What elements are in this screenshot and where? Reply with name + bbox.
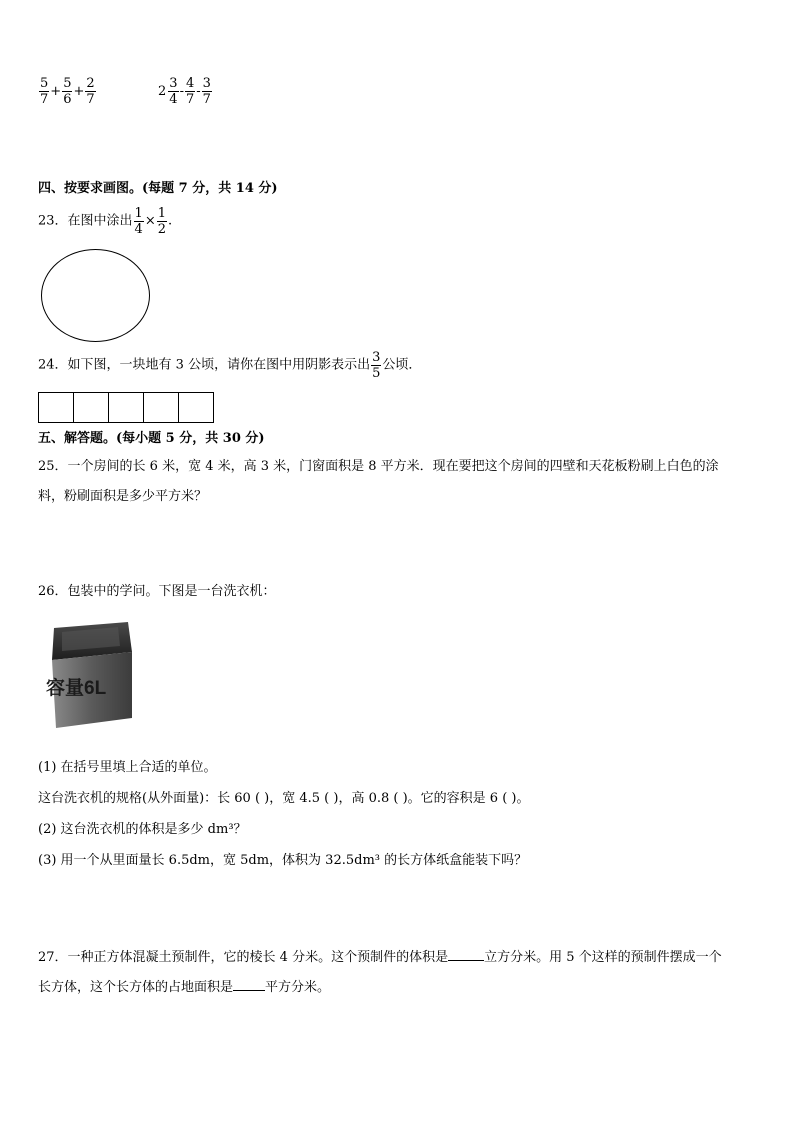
fraction: $\frac{3}{5}$ — [372, 350, 381, 381]
circle-figure — [41, 249, 150, 342]
grid-cell — [179, 392, 214, 423]
grid-cell — [144, 392, 179, 423]
fraction: $\frac{2}{7}$ — [86, 76, 95, 107]
question-26-sub-1: (1) 在括号里填上合适的单位。 — [38, 760, 217, 775]
fraction: $\frac{1}{4}$ — [134, 206, 143, 237]
expression-1: $\frac{5}{7}$ + $\frac{5}{6}$ + $\frac{2}{7}$ — [40, 76, 95, 107]
fraction: $\frac{1}{2}$ — [157, 206, 167, 237]
question-27-line-1: 27．一种正方体混凝土预制件，它的棱长 4 分米。这个预制件的体积是 立方分米。用 5 个这样的预制件摆成一个 — [38, 946, 722, 967]
washer-capacity-label: 容量6L — [46, 678, 107, 699]
question-26-sub-2: (2) 这台洗衣机的体积是多少 dm³？ — [38, 822, 247, 837]
question-23: 23．在图中涂出 $\frac{1}{4}$ × $\frac{1}{2}$ . — [38, 206, 173, 237]
fraction: $\frac{3}{4}$ — [169, 76, 178, 107]
washing-machine-image — [40, 618, 136, 730]
expression-2: 2 $\frac{3}{4}$ - $\frac{4}{7}$ - $\frac{3}{7}$ — [158, 76, 211, 107]
section-5-title: 五、解答题。(每小题 5 分，共 30 分) — [38, 431, 265, 446]
question-26-intro: 26．包装中的学问。下图是一台洗衣机： — [38, 584, 276, 599]
fraction: $\frac{3}{7}$ — [202, 76, 211, 107]
question-27-line-2: 长方体，这个长方体的占地面积是 平方分米。 — [38, 976, 330, 997]
grid-cell — [38, 392, 74, 423]
land-grid — [38, 392, 214, 423]
grid-cell — [109, 392, 144, 423]
question-26-spec: 这台洗衣机的规格(从外面量)：长 60 ( )，宽 4.5 ( )，高 0.8 ( )。它的容积是 6 ( )。 — [38, 791, 530, 806]
fraction: $\frac{5}{7}$ — [40, 76, 49, 107]
fraction: $\frac{4}{7}$ — [185, 76, 195, 107]
question-25-line-2: 料，粉刷面积是多少平方米？ — [38, 489, 208, 504]
question-24: 24．如下图，一块地有 3 公顷，请你在图中用阴影表示出 $\frac{3}{5}$ 公顷． — [38, 350, 422, 381]
grid-cell — [74, 392, 109, 423]
question-25-line-1: 25．一个房间的长 6 米，宽 4 米，高 3 米，门窗面积是 8 平方米．现在要把这个房间的四壁和天花板粉刷上白色的涂 — [38, 459, 719, 474]
question-26-sub-3: (3) 用一个从里面量长 6.5dm，宽 5dm，体积为 32.5dm³ 的长方体纸盒能装下吗？ — [38, 853, 528, 868]
section-4-title: 四、按要求画图。(每题 7 分，共 14 分) — [38, 181, 278, 196]
fraction: $\frac{5}{6}$ — [63, 76, 72, 107]
answer-blank[interactable] — [233, 976, 265, 991]
answer-blank[interactable] — [448, 946, 484, 961]
